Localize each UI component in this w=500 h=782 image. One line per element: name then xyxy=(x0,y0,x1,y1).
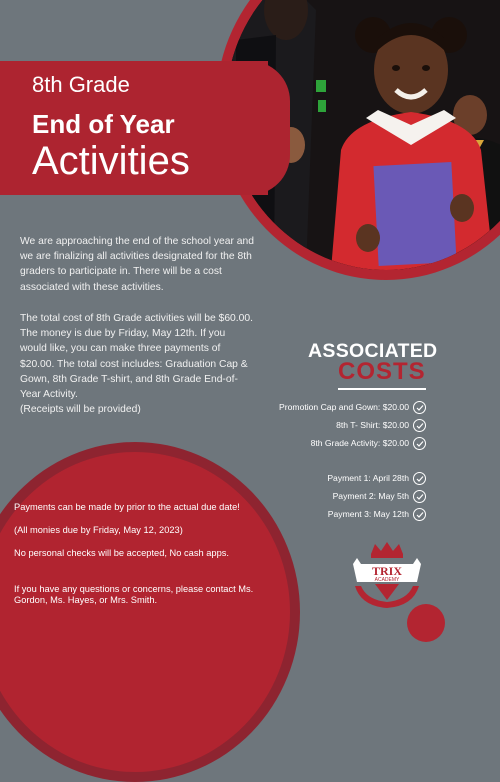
check-circle-icon xyxy=(413,419,426,432)
costs-underline xyxy=(338,388,426,390)
title-line-1: 8th Grade xyxy=(32,72,130,97)
logo-name: TRIX xyxy=(371,564,403,578)
cost-paragraph-text: The total cost of 8th Grade activities will be $60.00. The money is due by Friday, May 12th. If you would like, you can make three payments of $20.00. The total cost includes: Graduation Cap & Gown, 8th Grade T-shirt, and 8th Grade End-of-Year Activity. xyxy=(20,313,253,401)
check-circle-icon xyxy=(413,508,426,521)
costs-heading-line-2: COSTS xyxy=(338,358,426,385)
due-date-note: (All monies due by Friday, May 12, 2023) xyxy=(14,525,183,535)
check-circle-icon xyxy=(413,437,426,450)
logo-sub: ACADEMY xyxy=(374,577,400,583)
title-line-3: Activities xyxy=(32,139,190,183)
costs-heading-line-1: ASSOCIATED xyxy=(308,340,438,362)
payment-note: Payments can be made by prior to the actual due date! xyxy=(14,502,240,512)
title-banner-edge xyxy=(250,61,290,195)
check-circle-icon xyxy=(413,472,426,485)
cost-item: 8th T- Shirt: $20.00 xyxy=(336,420,409,430)
check-circle-icon xyxy=(413,490,426,503)
school-logo xyxy=(347,540,427,612)
title-line-2: End of Year xyxy=(32,109,175,139)
payment-item: Payment 3: May 12th xyxy=(327,509,409,519)
check-circle-icon xyxy=(413,401,426,414)
contact-note: If you have any questions or concerns, please contact Ms. Gordon, Ms. Hayes, or Mrs. Smith. xyxy=(14,584,254,606)
decorative-circle xyxy=(407,604,445,642)
payment-policy: No personal checks will be accepted, No cash apps. xyxy=(14,548,229,558)
payment-item: Payment 2: May 5th xyxy=(332,491,409,501)
payment-item: Payment 1: April 28th xyxy=(327,473,409,483)
cost-item: Promotion Cap and Gown: $20.00 xyxy=(279,402,409,412)
intro-paragraph: We are approaching the end of the school year and we are finalizing all activities designated for the 8th graders to participate in. There will be a cost associated with these activities. xyxy=(20,236,254,293)
cost-item: 8th Grade Activity: $20.00 xyxy=(310,438,409,448)
cost-paragraph xyxy=(20,311,255,417)
receipt-note: (Receipts will be provided) xyxy=(20,404,141,416)
